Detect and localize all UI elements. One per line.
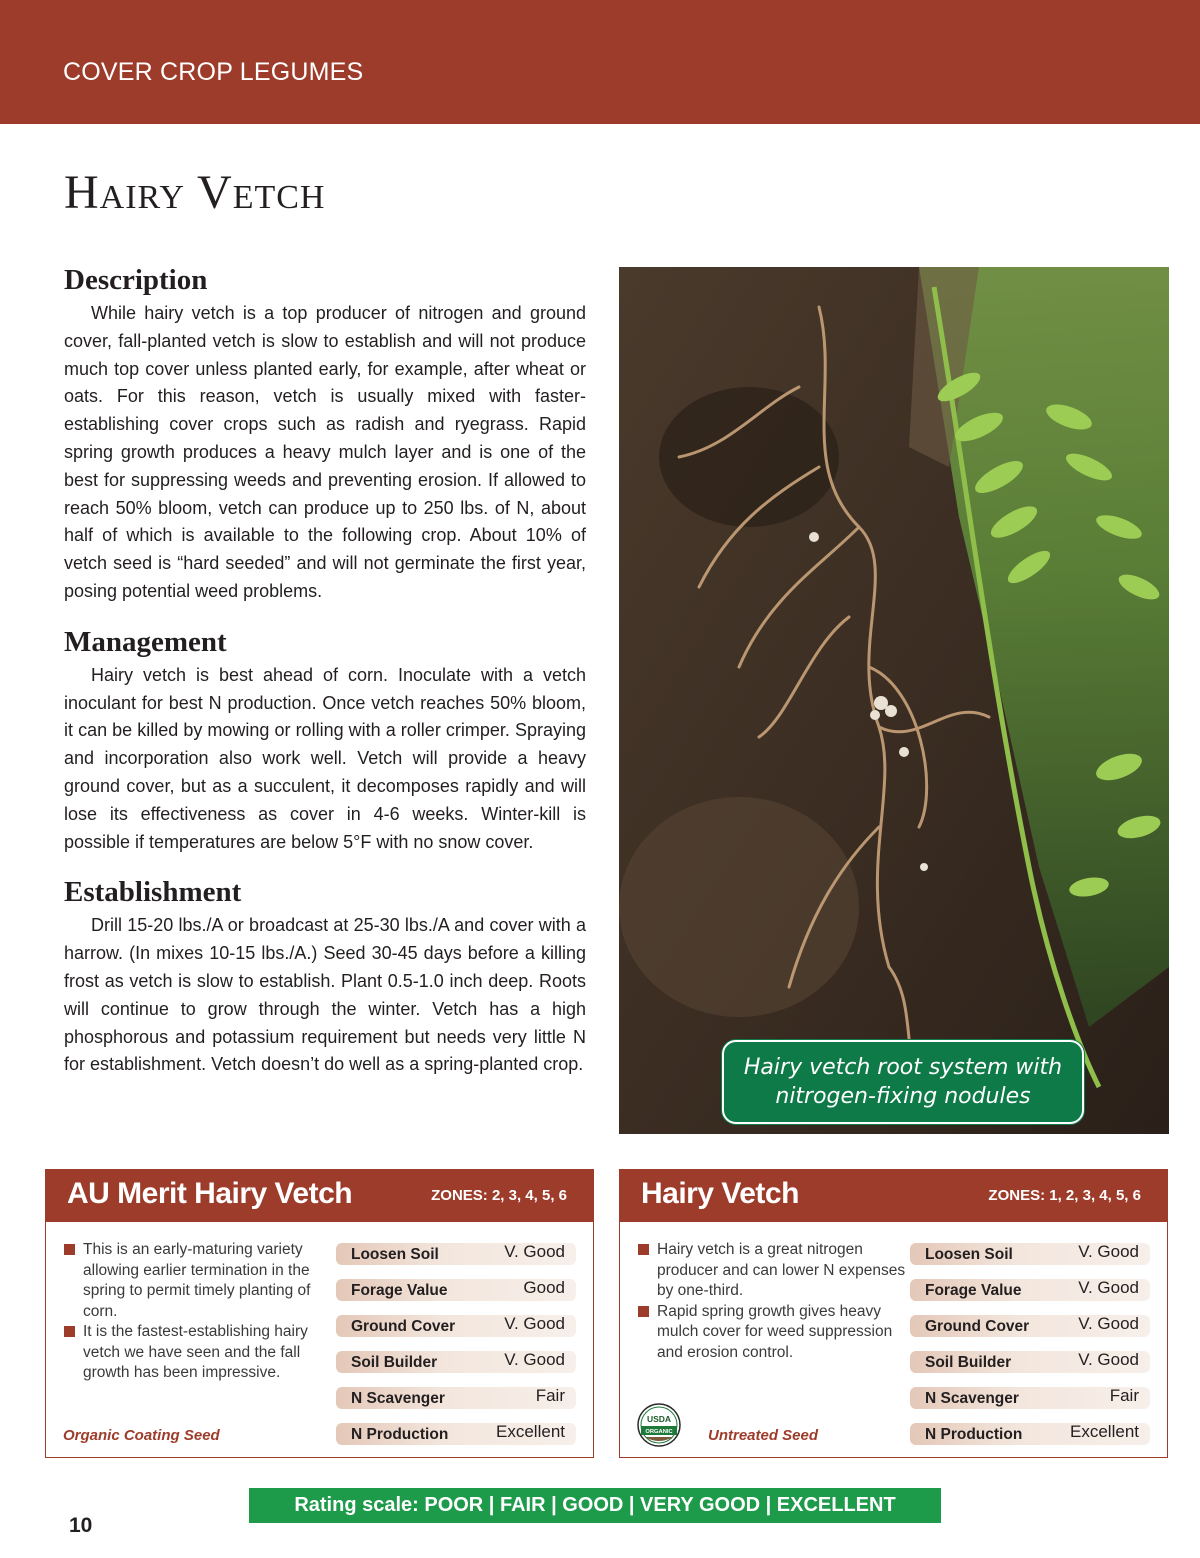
rating-label: Ground Cover [351,1318,456,1335]
rating-label: Loosen Soil [351,1246,439,1263]
rating-label: Loosen Soil [925,1246,1013,1263]
rating-label: N Production [925,1426,1023,1443]
section-title: COVER CROP LEGUMES [63,58,364,86]
rating-row [910,1423,1150,1445]
article-body [64,262,586,1097]
card-header [46,1170,593,1222]
feature-list [638,1240,908,1363]
feature-item: It is the fastest-establishing hairy vetch we have seen and the fall growth has been impressive. [64,1322,334,1384]
usda-organic-seal-icon [637,1403,681,1447]
rating-row [910,1243,1150,1265]
card-header [620,1170,1167,1222]
rating-value: Excellent [1070,1422,1139,1441]
rating-label: Soil Builder [925,1354,1012,1371]
rating-value: V. Good [1078,1350,1139,1369]
caption-line-2: nitrogen-fixing nodules [775,1084,1031,1109]
rating-label: Soil Builder [351,1354,438,1371]
rating-value: V. Good [1078,1314,1139,1333]
description-heading: Description [64,264,208,296]
feature-list [64,1240,334,1384]
rating-label: N Scavenger [351,1390,445,1407]
rating-row [910,1315,1150,1337]
rating-row [336,1315,576,1337]
zones-label: ZONES: 2, 3, 4, 5, 6 [431,1187,567,1204]
product-name: Hairy Vetch [641,1177,799,1210]
rating-label: Forage Value [351,1282,448,1299]
rating-value: V. Good [504,1314,565,1333]
rating-row [910,1279,1150,1301]
rating-value: Good [523,1278,565,1297]
rating-row [336,1243,576,1265]
product-card-hairy-vetch [619,1169,1168,1458]
caption-line-1: Hairy vetch root system with [743,1055,1063,1080]
rating-value: V. Good [504,1350,565,1369]
ratings-table [336,1243,576,1459]
rating-value: Excellent [496,1422,565,1441]
rating-value: Fair [1109,1386,1139,1405]
rating-row [336,1387,576,1409]
management-heading: Management [64,625,227,658]
photo-caption [722,1040,1084,1124]
seed-type: Untreated Seed [708,1427,819,1444]
header-bar [0,0,1200,124]
zones-label: ZONES: 1, 2, 3, 4, 5, 6 [988,1187,1141,1204]
feature-item: This is an early-maturing variety allowing earlier termination in the spring to permit timely planting of corn. [64,1240,334,1322]
management-text: Hairy vetch is best ahead of corn. Inoculate with a vetch inoculant for best N production. Once vetch reaches 50% bloom, it can be killed by mowing or rolling with a roller crimper. Spraying and incorporation also work well. Vetch will provide a heavy ground cover, but as a succulent, it decomposes rapidly and will lose its effectiveness as cover in 4-6 weeks. Winter-kill is possible if temperatures are below 5°F with no snow cover. [64,664,586,852]
rating-scale-bar: Rating scale: POOR | FAIR | GOOD | VERY GOOD | EXCELLENT [249,1488,941,1523]
rating-label: N Scavenger [925,1390,1019,1407]
rating-row [336,1423,576,1445]
establishment-heading: Establishment [64,876,242,909]
rating-row [910,1387,1150,1409]
page-title: Hairy Vetch [64,166,326,219]
rating-label: Forage Value [925,1282,1022,1299]
page-number: 10 [69,1514,93,1537]
product-name: AU Merit Hairy Vetch [67,1177,353,1210]
ratings-table [910,1243,1150,1459]
root-system-photo [619,267,1169,1134]
establishment-text: Drill 15-20 lbs./A or broadcast at 25-30 lbs./A and cover with a harrow. (In mixes 10-15 lbs./A.) Seed 30-45 days before a killing frost as vetch is slow to establish. Plant 0.5-1.0 inch deep. Roots will continue to grow through the winter. Vetch has a high phosphorous and potassium requirement but needs very little N for establishment. Vetch doesn’t do well as a spring-planted crop. [64,915,586,1075]
rating-row [336,1279,576,1301]
usda-text: USDA [646,1414,672,1424]
rating-value: Fair [535,1386,565,1405]
rating-label: Ground Cover [925,1318,1030,1335]
description-text: While hairy vetch is a top producer of nitrogen and ground cover, fall-planted vetch is slow to establish and will not produce much top cover unless planted early, for example, after wheat or oats. For this reason, vetch is usually mixed with faster-establishing cover crops such as radish and ryegrass. Rapid spring growth produces a heavy mulch layer and is one of the best for suppressing weeds and preventing erosion. If allowed to reach 50% bloom, vetch can produce up to 250 lbs. of N, about half of which is available to the following crop. About 10% of vetch seed is “hard seeded” and will not germinate the first year, posing potential weed problems. [64,303,586,601]
rating-row [336,1351,576,1373]
rating-row [910,1351,1150,1373]
product-card-au-merit [45,1169,594,1458]
feature-item: Rapid spring growth gives heavy mulch cover for weed suppression and erosion control. [638,1302,908,1364]
rating-value: V. Good [1078,1278,1139,1297]
organic-text: ORGANIC [645,1429,673,1435]
feature-item: Hairy vetch is a great nitrogen producer and can lower N expenses by one-third. [638,1240,908,1302]
rating-label: N Production [351,1426,449,1443]
seed-type: Organic Coating Seed [63,1427,220,1444]
rating-value: V. Good [504,1242,565,1261]
rating-value: V. Good [1078,1242,1139,1261]
